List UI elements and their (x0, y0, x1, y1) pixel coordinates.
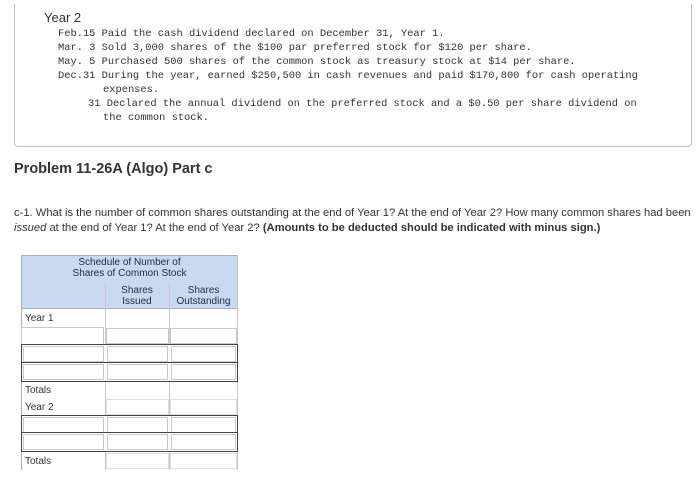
year2-row1-outstanding-input[interactable] (171, 417, 236, 433)
year2-row1-issued-input[interactable] (107, 417, 168, 433)
year1-label: Year 1 (25, 313, 54, 324)
year1-row1-outstanding-input[interactable] (170, 328, 237, 344)
year1-row2-label-input[interactable] (23, 346, 104, 362)
year2-totals-outstanding (170, 453, 237, 469)
question-italic: issued (14, 221, 47, 234)
schedule-title-line1: Schedule of Number of (78, 257, 181, 268)
year2-row2-issued-input[interactable] (107, 434, 168, 450)
year1-row2-outstanding-input[interactable] (171, 346, 236, 362)
transaction-feb15: Feb.15 Paid the cash dividend declared on December 31, Year 1. (58, 28, 445, 40)
year1-row3-label-input[interactable] (23, 364, 104, 380)
col-header-outstanding (169, 285, 238, 307)
year1-totals-issued (106, 399, 169, 415)
schedule-table (21, 255, 238, 475)
transaction-dec31-cont: expenses. (103, 84, 160, 96)
schedule-title-line2: Shares of Common Stock (72, 268, 187, 279)
col-header-issued-line2: Issued (122, 296, 152, 307)
question-middle: at the end of Year 1? At the end of Year 2? (46, 221, 263, 234)
year1-totals-label: Totals (25, 385, 52, 396)
year2-totals-label: Totals (25, 456, 52, 467)
col-header-issued-line1: Shares (121, 285, 153, 296)
transaction-dec31: Dec.31 During the year, earned $250,500 in cash revenues and paid $170,800 for cash operating (58, 70, 638, 82)
transaction-mar3: Mar. 3 Sold 3,000 shares of the $100 par preferred stock for $120 per share. (58, 42, 532, 54)
question-text (14, 206, 698, 235)
col-header-outstanding-line2: Outstanding (176, 296, 231, 307)
transaction-31-cont: the common stock. (103, 112, 210, 124)
year1-totals-outstanding (170, 399, 237, 415)
question-instruction: (Amounts to be deducted should be indicated with minus sign.) (262, 221, 601, 234)
year2-label: Year 2 (25, 402, 54, 413)
transaction-may5: May. 5 Purchased 500 shares of the common stock as treasury stock at $14 per share. (58, 56, 576, 68)
year-2-heading: Year 2 (44, 10, 82, 25)
year1-row1-issued-input[interactable] (106, 328, 169, 344)
question-prefix: c-1. What is the number of common shares outstanding at the end of Year 1? At the end of Year 2? How many common shares had been (14, 207, 691, 219)
year1-row2-issued-input[interactable] (107, 346, 168, 362)
col-header-outstanding-line1: Shares (187, 285, 220, 296)
problem-title: Problem 11-26A (Algo) Part c (14, 161, 213, 177)
year2-row2-label-input[interactable] (23, 434, 104, 450)
schedule-title (21, 257, 238, 279)
year1-row1-label-input[interactable] (21, 327, 104, 345)
year1-row3-issued-input[interactable] (107, 364, 168, 380)
year2-totals-issued (106, 453, 169, 469)
year2-row2-outstanding-input[interactable] (171, 434, 236, 450)
year1-row3-outstanding-input[interactable] (171, 364, 236, 380)
year2-row1-label-input[interactable] (23, 417, 104, 433)
col-header-issued (105, 285, 169, 307)
transaction-31: 31 Declared the annual dividend on the preferred stock and a $0.50 per share dividend on (88, 98, 637, 110)
